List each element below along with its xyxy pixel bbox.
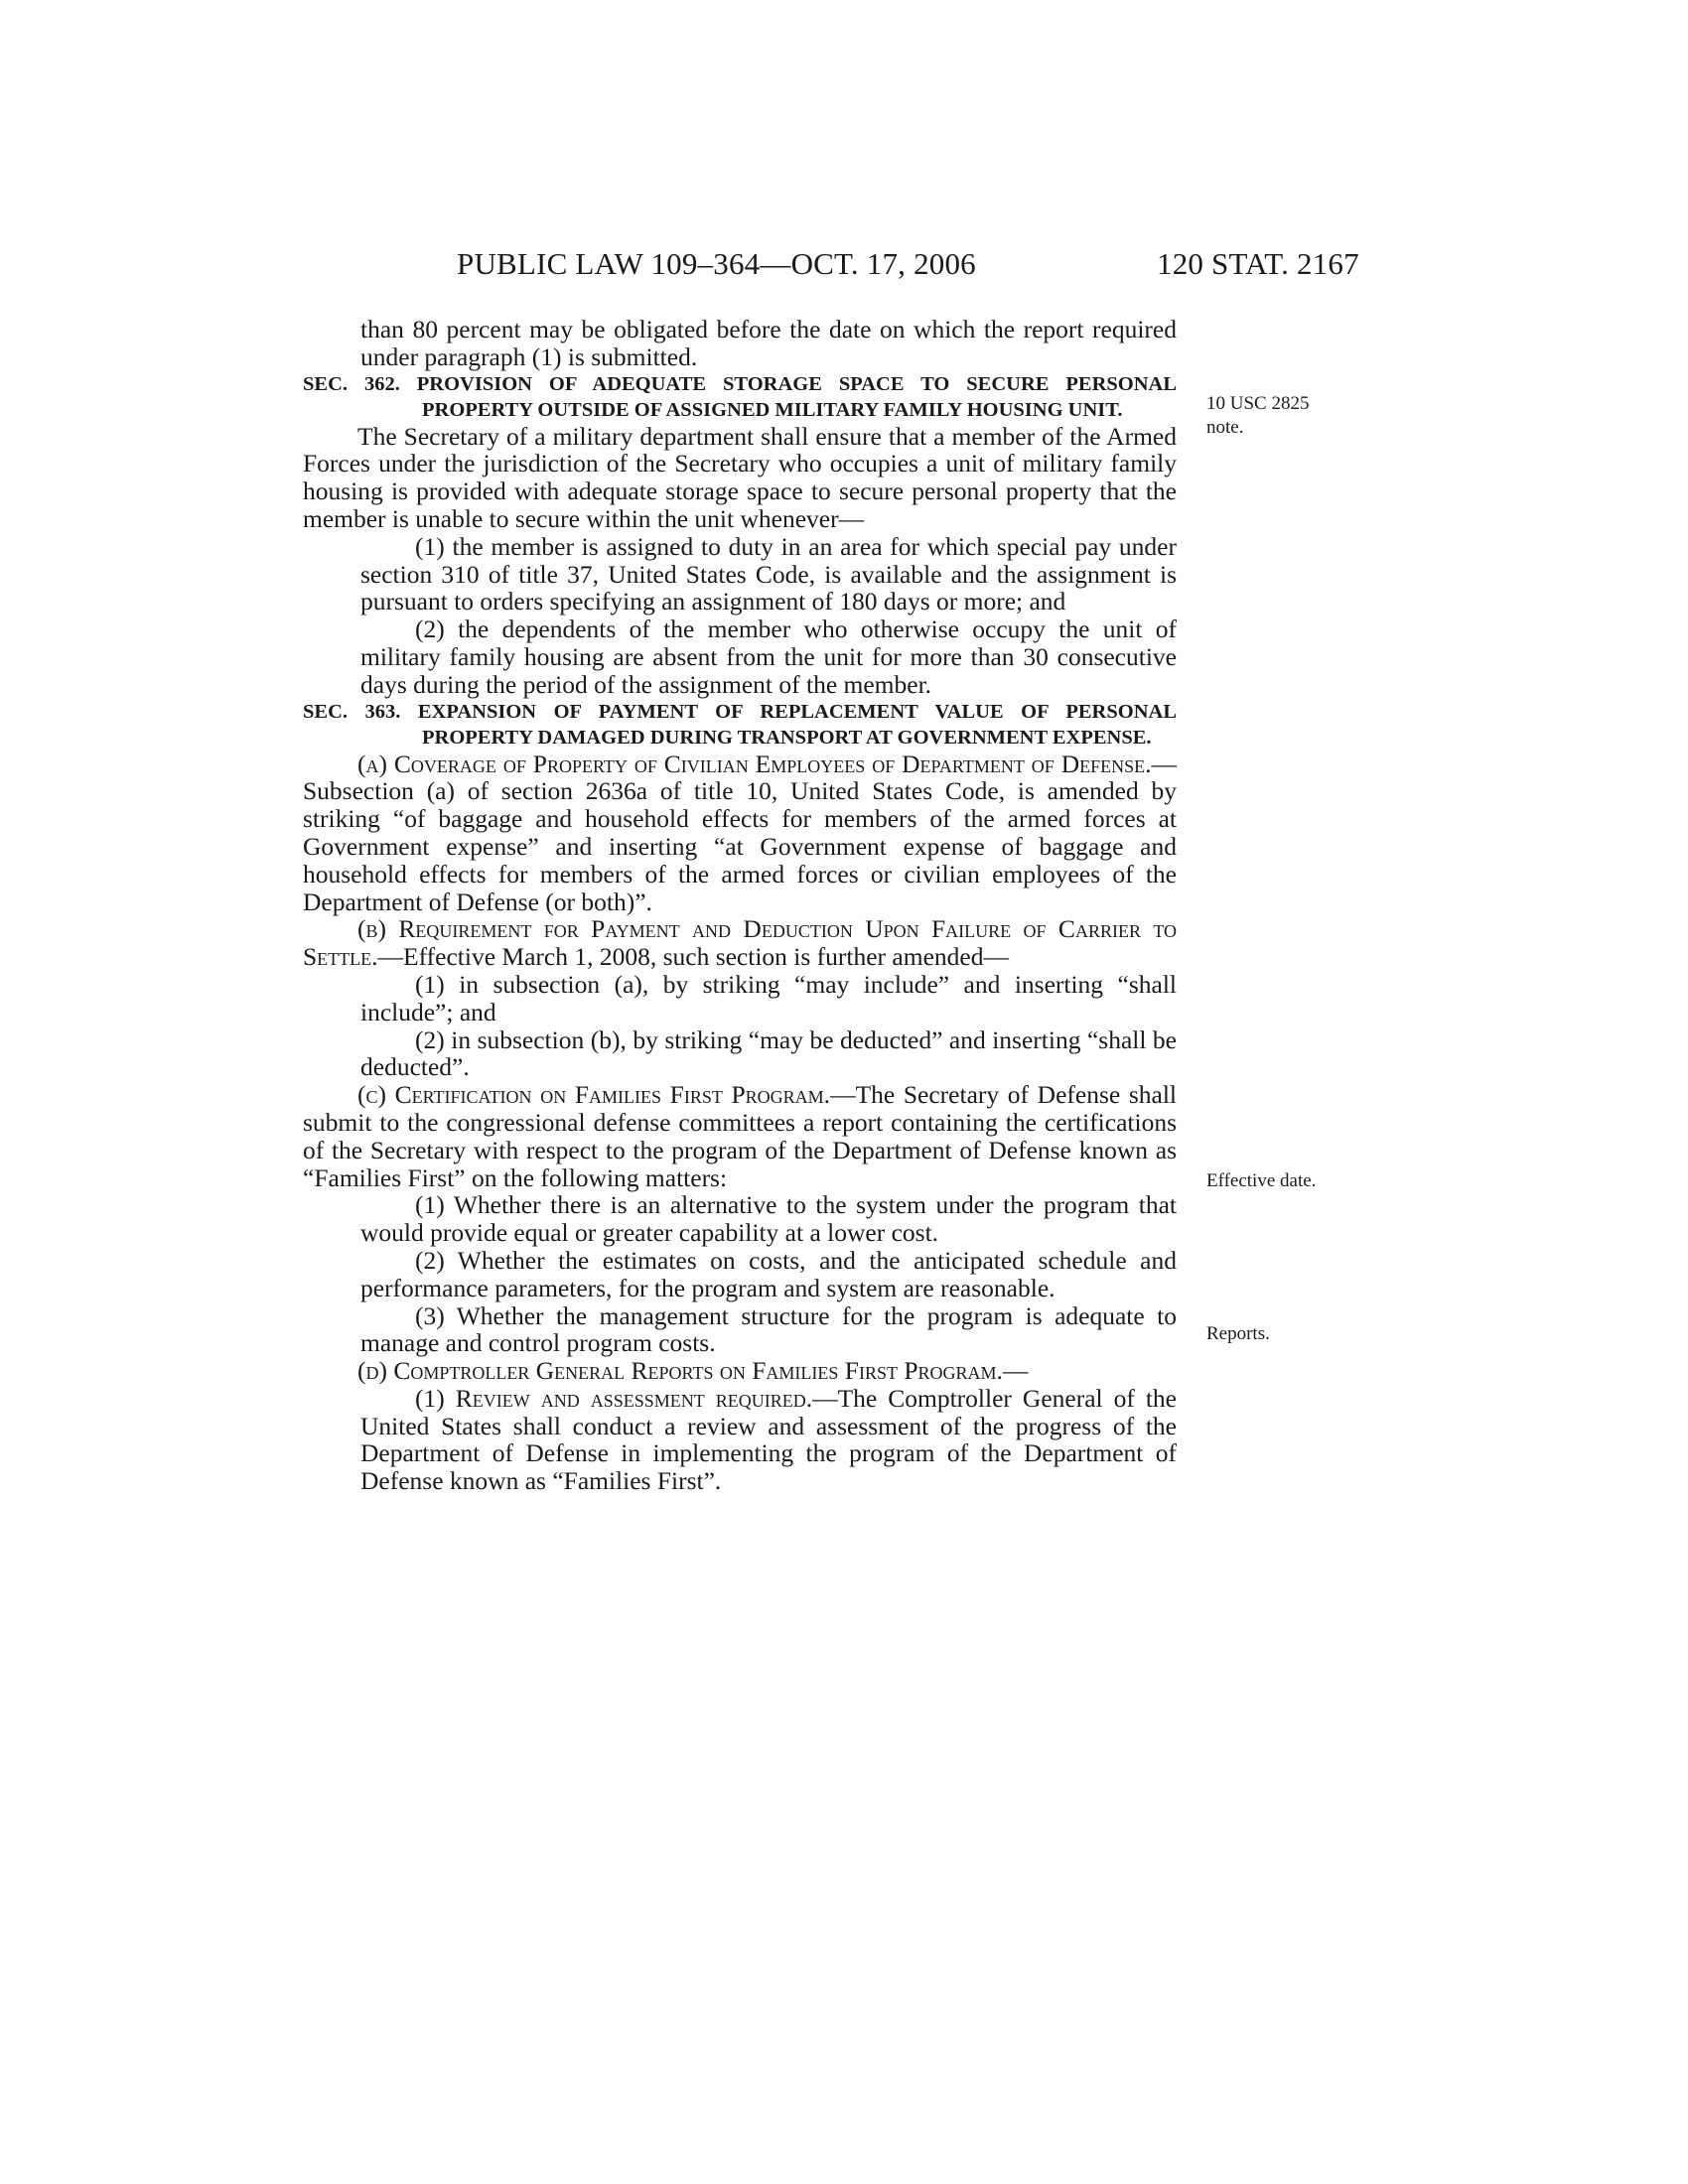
section-362-heading: SEC. 362. PROVISION OF ADEQUATE STORAGE SPACE TO SECURE PERSONAL PROPERTY OUTSIDE OF ASSIGNED MILITARY FAMILY HOUSING UNIT. [303,372,1177,421]
subsection-b-heading: (b) Requirement for Payment and Deduction Upon Failure of Carrier to Settle. [303,914,1178,972]
text-column [303,316,1177,1495]
subsection-d-paragraph-1-text: —The Comptroller General of the United States shall conduct a review and assessment of the progress of the Department of Defense in implementing the program of the Department of Defense known as “Families First”. [360,1383,1177,1496]
subsection-d-text: — [1002,1356,1029,1386]
subsection-b-paragraph-2: (2) in subsection (b), by striking “may be deducted” and inserting “shall be deducted”. [360,1024,1177,1082]
subsection-c-text: —The Secretary of Defense shall submit to the congressional defense committees a report containing the certifications of the Secretary with respect to the program of the Department of Defense known as “Families First” on the following matters: [303,1080,1177,1192]
subsection-c-paragraph-2: (2) Whether the estimates on costs, and the anticipated schedule and performance parameters, for the program and system are reasonable. [360,1245,1177,1302]
section-362-intro: The Secretary of a military department shall ensure that a member of the Armed Forces under the jurisdiction of the Secretary who occupies a unit of military family housing is provided with adequate storage space to secure personal property that the member is unable to secure within the unit whenever— [303,421,1177,533]
subsection-d [303,1357,1177,1385]
section-363-heading: SEC. 363. EXPANSION OF PAYMENT OF REPLACEMENT VALUE OF PERSONAL PROPERTY DAMAGED DURING TRANSPORT AT GOVERNMENT EXPENSE. [303,700,1177,749]
continued-paragraph: than 80 percent may be obligated before the date on which the report required under paragraph (1) is submitted. [360,315,1177,371]
subsection-a-text: —Subsection (a) of section 2636a of title 10, United States Code, is amended by striking “of baggage and household effects for members of the armed forces at Government expense” and inserting “at Government expense of baggage and household effects for members of the armed forces or civilian employees of the Department of Defense (or both)”. [303,749,1177,916]
margin-note-effective-date: Effective date. [1206,1170,1317,1191]
subsection-a [303,751,1177,916]
subsection-d-paragraph-1-heading: (1) Review and assessment required. [415,1383,813,1413]
subsection-b-paragraph-1: (1) in subsection (a), by striking “may include” and inserting “shall include”; and [360,969,1177,1026]
stat-page-number: 120 STAT. 2167 [1157,246,1359,281]
margin-note-usc [1206,392,1365,440]
page-header [0,246,1688,286]
subsection-c-paragraph-1: (1) Whether there is an alternative to the system under the program that would provide equal or greater capability at a lower cost. [360,1190,1177,1248]
running-head: PUBLIC LAW 109–364—OCT. 17, 2006 [457,246,976,281]
section-362-paragraph-2: (2) the dependents of the member who otherwise occupy the unit of military family housing are absent from the unit for more than 30 consecutive days during the period of the assignment of the member. [360,614,1177,699]
subsection-c-heading: (c) Certification on Families First Program. [357,1080,831,1110]
subsection-a-heading: (a) Coverage of Property of Civilian Employees of Department of Defense. [357,749,1152,778]
margin-note-usc-cite: 10 USC 2825 [1206,393,1310,414]
subsection-d-paragraph-1 [303,1385,1177,1495]
section-362-paragraph-1: (1) the member is assigned to duty in an area for which special pay under section 310 of title 37, United States Code, is available and the assignment is pursuant to orders specifying an assignment of 180 days or more; and [360,531,1177,616]
subsection-c [303,1081,1177,1191]
subsection-b-text: —Effective March 1, 2008, such section is further amended— [377,942,1009,972]
subsection-d-heading: (d) Comptroller General Reports on Families First Program. [357,1356,1003,1386]
subsection-c-paragraph-3: (3) Whether the management structure for the program is adequate to manage and control program costs. [360,1300,1177,1358]
margin-note-reports: Reports. [1206,1323,1270,1344]
subsection-b [303,915,1177,971]
margin-note-usc-note: note. [1206,417,1244,438]
